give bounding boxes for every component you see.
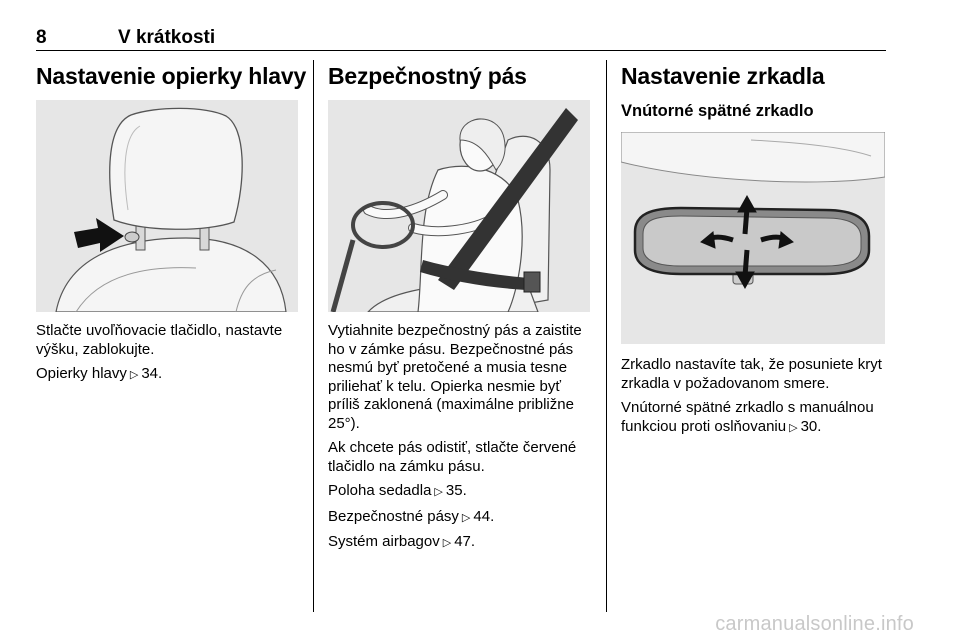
column-divider xyxy=(606,60,607,612)
paragraph-seatbelts-ref: Bezpečnostné pásy▷ 44. xyxy=(328,508,592,528)
text-headrest xyxy=(36,322,300,391)
figure-seatbelt xyxy=(328,100,590,312)
paragraph-seatbelt-instruction: Vytiahnite bezpečnostný pás a zaistite ho v zámke pásu. Bezpečnostné pás nesmú byť pretočené a musia tesne priliehať k telu. Opierka nesmie byť príliš zaklonená (maximálne približne 25°). xyxy=(328,322,582,432)
section-title-headrest: Nastavenie opierky hlavy xyxy=(36,63,307,89)
seatbelt-illustration xyxy=(328,100,590,312)
chapter-title: V krátkosti xyxy=(118,27,216,48)
paragraph-mirror-instruction: Zrkadlo nastavíte tak, že posuniete kryt zrkadla v požadovanom smere. xyxy=(621,356,882,392)
paragraph-seatbelt-release: Ak chcete pás odistiť, stlačte červené tlačidlo na zámku pásu. xyxy=(328,439,577,475)
column-divider xyxy=(313,60,314,612)
column-seatbelt xyxy=(328,60,590,92)
page-ref-arrow-icon[interactable]: ▷ 35. xyxy=(431,482,466,499)
page-ref-arrow-icon[interactable]: ▷ 44. xyxy=(459,508,494,525)
text-mirror xyxy=(621,356,891,443)
text-seatbelt xyxy=(328,322,592,559)
paragraph-headrest-instruction: Stlačte uvoľňovacie tlačidlo, nastavte výšku, zablokujte. xyxy=(36,322,283,358)
page-ref-arrow-icon[interactable]: ▷ 47. xyxy=(440,533,475,550)
subsection-title-interior-mirror: Vnútorné spätné zrkadlo xyxy=(621,102,814,120)
column-mirror xyxy=(621,60,889,122)
page-number: 8 xyxy=(36,27,47,48)
section-title-seatbelt: Bezpečnostný pás xyxy=(328,63,527,89)
paragraph-headrest-ref: Opierky hlavy▷ 34. xyxy=(36,365,300,385)
paragraph-mirror-antiglare-ref: Vnútorné spätné zrkadlo s manuálnou funkciou proti oslňovaniu▷ 30. xyxy=(621,399,891,437)
page-ref-arrow-icon[interactable]: ▷ 30. xyxy=(786,418,821,435)
section-title-mirror: Nastavenie zrkadla xyxy=(621,63,825,89)
watermark: carmanualsonline.info xyxy=(715,613,914,635)
mirror-illustration xyxy=(621,132,885,344)
page-header xyxy=(36,24,886,51)
figure-headrest xyxy=(36,100,298,312)
figure-mirror xyxy=(621,132,885,344)
paragraph-seat-position-ref: Poloha sedadla▷ 35. xyxy=(328,482,592,502)
paragraph-airbag-ref: Systém airbagov▷ 47. xyxy=(328,533,592,553)
column-headrest xyxy=(36,60,307,92)
headrest-illustration xyxy=(36,100,298,312)
page-ref-arrow-icon[interactable]: ▷ 34. xyxy=(127,365,162,382)
